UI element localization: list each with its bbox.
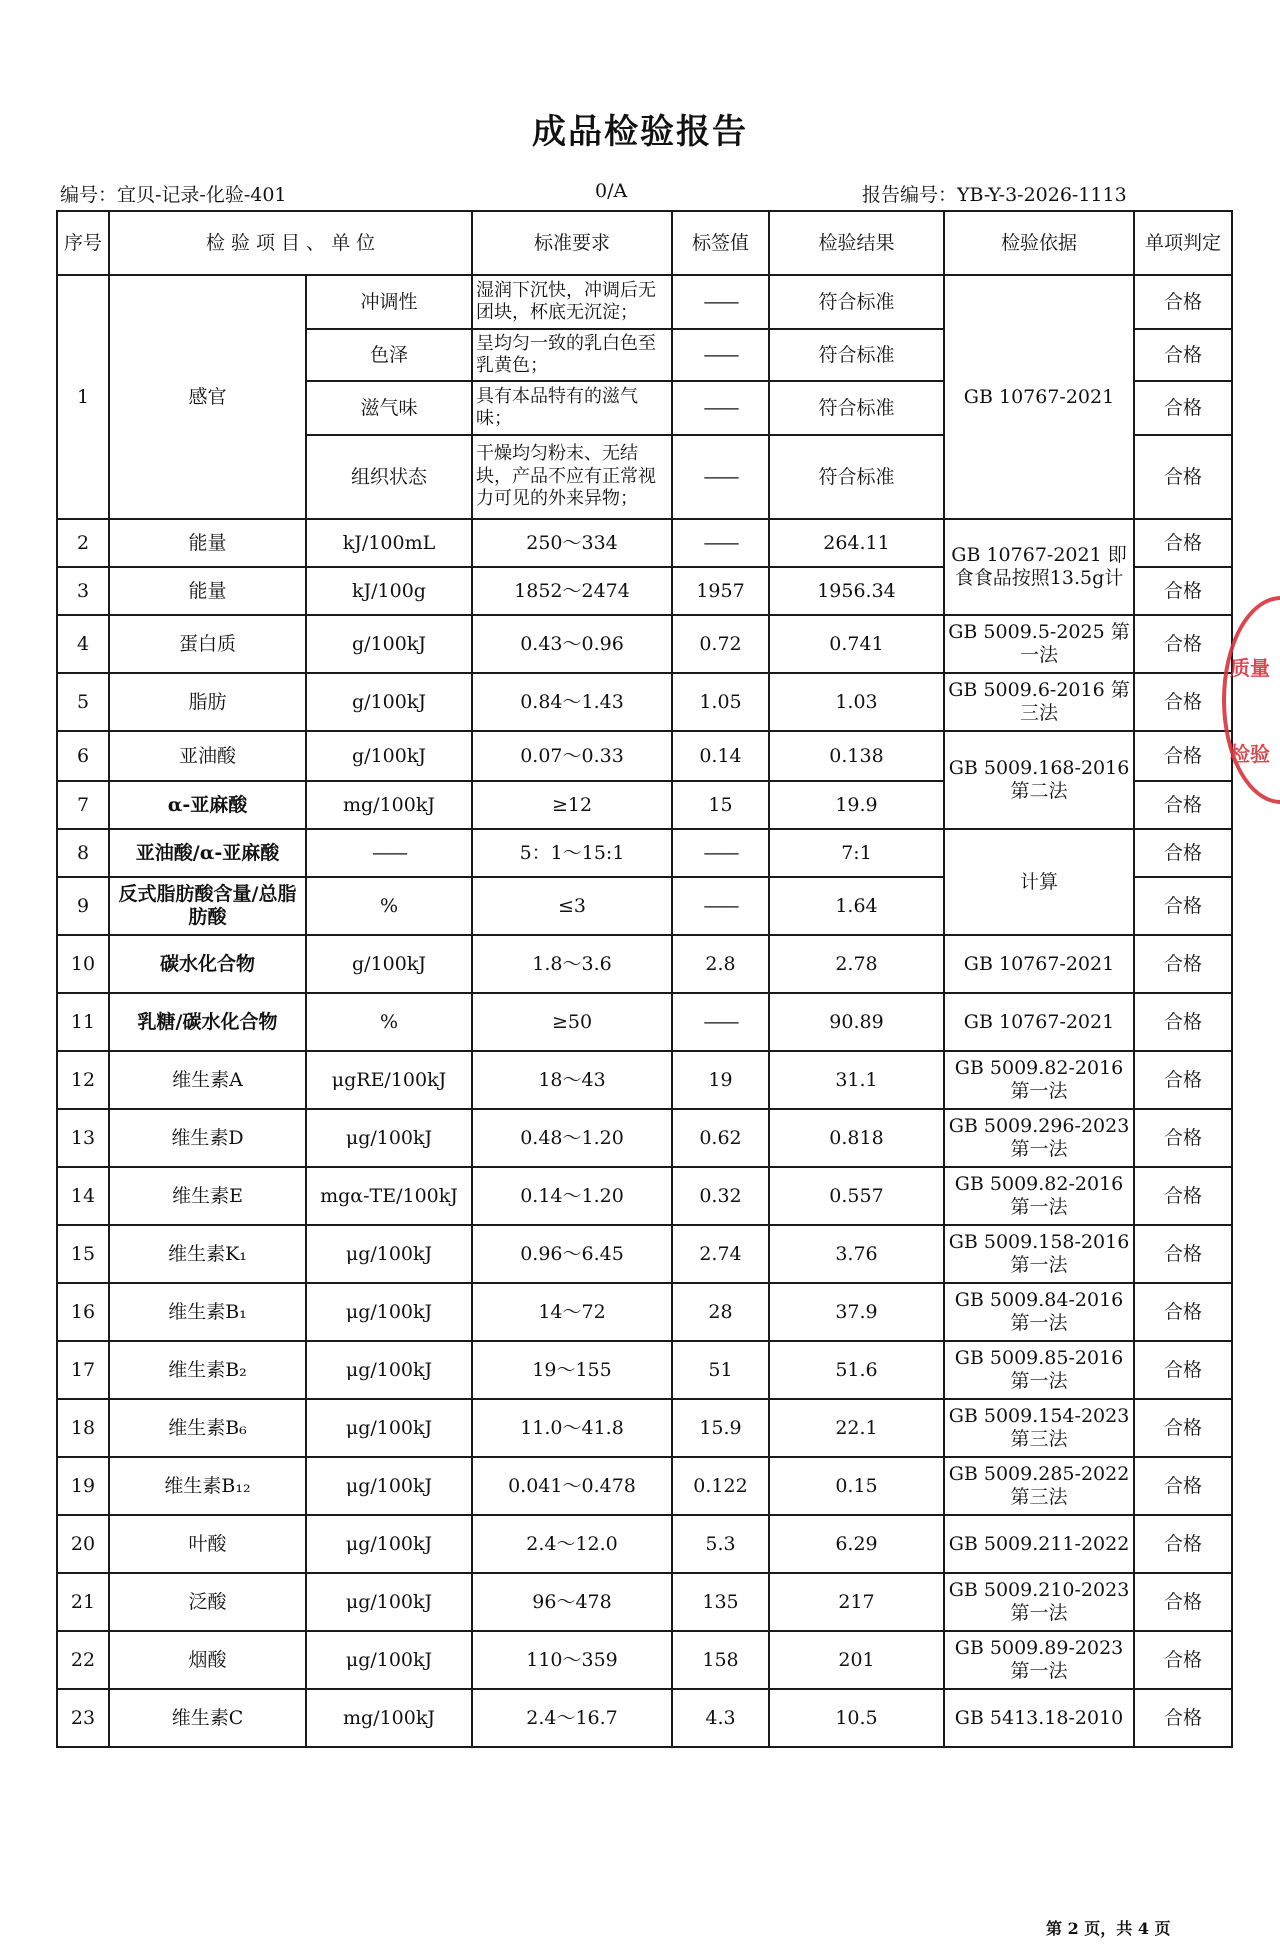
- judgement: 合格: [1134, 1225, 1232, 1283]
- row-number: 21: [57, 1573, 109, 1631]
- item-unit: g/100kJ: [306, 935, 472, 993]
- item-unit: μg/100kJ: [306, 1573, 472, 1631]
- judgement: 合格: [1134, 1631, 1232, 1689]
- page-indicator: 第 2 页，共 4 页: [1046, 1919, 1171, 1938]
- judgement: 合格: [1134, 1051, 1232, 1109]
- test-result: 0.818: [769, 1109, 944, 1167]
- table-row: [57, 1167, 1232, 1225]
- judgement: 合格: [1134, 435, 1232, 519]
- standard-requirement: 湿润下沉快，冲调后无团块，杯底无沉淀；: [472, 275, 672, 329]
- judgement: 合格: [1134, 1457, 1232, 1515]
- label-value: 51: [672, 1341, 769, 1399]
- label-value: ——: [672, 381, 769, 435]
- item-name: 维生素E: [109, 1167, 306, 1225]
- item-unit: %: [306, 877, 472, 935]
- test-basis: GB 5009.5-2025 第一法: [944, 615, 1134, 673]
- item-name: 亚油酸: [109, 731, 306, 781]
- item-name: 脂肪: [109, 673, 306, 731]
- stamp-text-top: 质量: [1230, 656, 1270, 680]
- standard-requirement: 0.14～1.20: [472, 1167, 672, 1225]
- test-basis: GB 10767-2021: [944, 993, 1134, 1051]
- test-basis: GB 5009.6-2016 第三法: [944, 673, 1134, 731]
- table-row: [57, 1051, 1232, 1109]
- standard-requirement: ≤3: [472, 877, 672, 935]
- test-result: 0.138: [769, 731, 944, 781]
- row-number: 17: [57, 1341, 109, 1399]
- test-basis: GB 10767-2021: [944, 935, 1134, 993]
- judgement: 合格: [1134, 829, 1232, 877]
- test-basis: GB 5009.154-2023 第三法: [944, 1399, 1134, 1457]
- table-header-row: [57, 211, 1232, 275]
- label-value: 0.122: [672, 1457, 769, 1515]
- standard-requirement: 具有本品特有的滋气味；: [472, 381, 672, 435]
- item-name: 亚油酸/α-亚麻酸: [109, 829, 306, 877]
- table-row: [57, 993, 1232, 1051]
- table-row: [57, 731, 1232, 781]
- label-value: 1.05: [672, 673, 769, 731]
- test-basis: 计算: [944, 829, 1134, 935]
- test-result: 2.78: [769, 935, 944, 993]
- test-basis: GB 10767-2021 即食食品按照13.5g计: [944, 519, 1134, 615]
- standard-requirement: 0.041～0.478: [472, 1457, 672, 1515]
- item-name: 维生素B₁₂: [109, 1457, 306, 1515]
- standard-requirement: 5：1～15:1: [472, 829, 672, 877]
- test-result: 0.741: [769, 615, 944, 673]
- judgement: 合格: [1134, 567, 1232, 615]
- table-row: [57, 1399, 1232, 1457]
- judgement: 合格: [1134, 329, 1232, 381]
- item-name: 叶酸: [109, 1515, 306, 1573]
- item-name: 维生素B₆: [109, 1399, 306, 1457]
- item-unit: μg/100kJ: [306, 1399, 472, 1457]
- table-row: [57, 935, 1232, 993]
- row-number: 11: [57, 993, 109, 1051]
- table-row: [57, 829, 1232, 877]
- item-name: 维生素B₁: [109, 1283, 306, 1341]
- item-unit: μg/100kJ: [306, 1283, 472, 1341]
- test-result: 符合标准: [769, 329, 944, 381]
- test-result: 1.03: [769, 673, 944, 731]
- judgement: 合格: [1134, 1573, 1232, 1631]
- row-number: 13: [57, 1109, 109, 1167]
- row-number: 20: [57, 1515, 109, 1573]
- label-value: 0.72: [672, 615, 769, 673]
- item-unit: μg/100kJ: [306, 1225, 472, 1283]
- test-basis: GB 5009.211-2022: [944, 1515, 1134, 1573]
- item-name: 烟酸: [109, 1631, 306, 1689]
- judgement: 合格: [1134, 935, 1232, 993]
- standard-requirement: 1.8～3.6: [472, 935, 672, 993]
- test-result: 10.5: [769, 1689, 944, 1747]
- sensory-group-label: 感官: [109, 275, 306, 519]
- label-value: ——: [672, 877, 769, 935]
- test-result: 1956.34: [769, 567, 944, 615]
- item-unit: μg/100kJ: [306, 1109, 472, 1167]
- judgement: 合格: [1134, 275, 1232, 329]
- item-name: 反式脂肪酸含量/总脂肪酸: [109, 877, 306, 935]
- label-value: 19: [672, 1051, 769, 1109]
- standard-requirement: 250～334: [472, 519, 672, 567]
- row-number: 8: [57, 829, 109, 877]
- item-name: 乳糖/碳水化合物: [109, 993, 306, 1051]
- test-basis: GB 5009.89-2023 第一法: [944, 1631, 1134, 1689]
- test-basis: GB 5009.85-2016 第一法: [944, 1341, 1134, 1399]
- item-name: 维生素C: [109, 1689, 306, 1747]
- label-value: ——: [672, 829, 769, 877]
- row-number: 4: [57, 615, 109, 673]
- standard-requirement: 110～359: [472, 1631, 672, 1689]
- row-number: 5: [57, 673, 109, 731]
- sensory-item: 滋气味: [306, 381, 472, 435]
- row-number: 6: [57, 731, 109, 781]
- test-basis: GB 5009.285-2022 第三法: [944, 1457, 1134, 1515]
- label-value: 0.14: [672, 731, 769, 781]
- standard-requirement: 19～155: [472, 1341, 672, 1399]
- table-row: [57, 519, 1232, 567]
- version-label: 0/A: [595, 180, 628, 202]
- table-row: [57, 1573, 1232, 1631]
- item-name: 蛋白质: [109, 615, 306, 673]
- item-unit: ——: [306, 829, 472, 877]
- row-number: 12: [57, 1051, 109, 1109]
- test-basis: GB 10767-2021: [944, 275, 1134, 519]
- standard-requirement: 1852～2474: [472, 567, 672, 615]
- label-value: ——: [672, 275, 769, 329]
- judgement: 合格: [1134, 993, 1232, 1051]
- header-label-value: 标签值: [672, 211, 769, 275]
- judgement: 合格: [1134, 673, 1232, 731]
- label-value: 0.32: [672, 1167, 769, 1225]
- judgement: 合格: [1134, 731, 1232, 781]
- label-value: 28: [672, 1283, 769, 1341]
- item-unit: kJ/100g: [306, 567, 472, 615]
- item-name: 碳水化合物: [109, 935, 306, 993]
- judgement: 合格: [1134, 615, 1232, 673]
- inspection-table: [56, 210, 1233, 1748]
- standard-requirement: 0.07～0.33: [472, 731, 672, 781]
- item-unit: μg/100kJ: [306, 1631, 472, 1689]
- test-basis: GB 5009.168-2016 第二法: [944, 731, 1134, 829]
- standard-requirement: 2.4～16.7: [472, 1689, 672, 1747]
- item-name: 能量: [109, 567, 306, 615]
- test-result: 51.6: [769, 1341, 944, 1399]
- row-number: 3: [57, 567, 109, 615]
- header-basis: 检验依据: [944, 211, 1134, 275]
- test-result: 264.11: [769, 519, 944, 567]
- header-item-unit: 检 验 项 目 、 单 位: [109, 211, 472, 275]
- standard-requirement: 0.84～1.43: [472, 673, 672, 731]
- row-number: 9: [57, 877, 109, 935]
- test-result: 37.9: [769, 1283, 944, 1341]
- item-name: 泛酸: [109, 1573, 306, 1631]
- stamp-text-bottom: 检验: [1230, 742, 1270, 766]
- test-result: 22.1: [769, 1399, 944, 1457]
- label-value: 2.74: [672, 1225, 769, 1283]
- table-row: [57, 1283, 1232, 1341]
- row-number: 23: [57, 1689, 109, 1747]
- standard-requirement: 18～43: [472, 1051, 672, 1109]
- test-result: 符合标准: [769, 275, 944, 329]
- table-row: [57, 1109, 1232, 1167]
- test-basis: GB 5009.84-2016 第一法: [944, 1283, 1134, 1341]
- test-result: 符合标准: [769, 435, 944, 519]
- test-basis: GB 5009.210-2023 第一法: [944, 1573, 1134, 1631]
- sensory-item: 冲调性: [306, 275, 472, 329]
- item-name: α-亚麻酸: [109, 781, 306, 829]
- test-basis: GB 5009.158-2016 第一法: [944, 1225, 1134, 1283]
- label-value: 15: [672, 781, 769, 829]
- label-value: 15.9: [672, 1399, 769, 1457]
- table-row: [57, 673, 1232, 731]
- header-no: 序号: [57, 211, 109, 275]
- header-judgement: 单项判定: [1134, 211, 1232, 275]
- report-title: 成品检验报告: [532, 112, 748, 152]
- item-unit: mg/100kJ: [306, 781, 472, 829]
- table-row: [57, 1341, 1232, 1399]
- table-row: [57, 1457, 1232, 1515]
- row-number: 18: [57, 1399, 109, 1457]
- item-unit: g/100kJ: [306, 615, 472, 673]
- header-standard: 标准要求: [472, 211, 672, 275]
- test-result: 31.1: [769, 1051, 944, 1109]
- judgement: 合格: [1134, 1399, 1232, 1457]
- standard-requirement: 2.4～12.0: [472, 1515, 672, 1573]
- row-number: 1: [57, 275, 109, 519]
- judgement: 合格: [1134, 1109, 1232, 1167]
- item-unit: g/100kJ: [306, 673, 472, 731]
- label-value: 2.8: [672, 935, 769, 993]
- item-unit: mgα-TE/100kJ: [306, 1167, 472, 1225]
- header-result: 检验结果: [769, 211, 944, 275]
- item-name: 维生素B₂: [109, 1341, 306, 1399]
- test-result: 1.64: [769, 877, 944, 935]
- label-value: ——: [672, 993, 769, 1051]
- sensory-item: 色泽: [306, 329, 472, 381]
- judgement: 合格: [1134, 1283, 1232, 1341]
- table-row: [57, 1689, 1232, 1747]
- standard-requirement: 14～72: [472, 1283, 672, 1341]
- standard-requirement: 0.43～0.96: [472, 615, 672, 673]
- item-unit: g/100kJ: [306, 731, 472, 781]
- label-value: 4.3: [672, 1689, 769, 1747]
- sensory-item: 组织状态: [306, 435, 472, 519]
- standard-requirement: 呈均匀一致的乳白色至乳黄色；: [472, 329, 672, 381]
- judgement: 合格: [1134, 1689, 1232, 1747]
- test-basis: GB 5009.82-2016 第一法: [944, 1051, 1134, 1109]
- label-value: 5.3: [672, 1515, 769, 1573]
- item-unit: μg/100kJ: [306, 1457, 472, 1515]
- judgement: 合格: [1134, 519, 1232, 567]
- standard-requirement: 96～478: [472, 1573, 672, 1631]
- row-number: 19: [57, 1457, 109, 1515]
- table-row: [57, 275, 1232, 329]
- item-unit: %: [306, 993, 472, 1051]
- test-result: 0.15: [769, 1457, 944, 1515]
- label-value: ——: [672, 519, 769, 567]
- row-number: 10: [57, 935, 109, 993]
- row-number: 15: [57, 1225, 109, 1283]
- test-result: 7:1: [769, 829, 944, 877]
- table-row: [57, 1225, 1232, 1283]
- label-value: 1957: [672, 567, 769, 615]
- label-value: 0.62: [672, 1109, 769, 1167]
- test-basis: GB 5009.296-2023 第一法: [944, 1109, 1134, 1167]
- table-row: [57, 615, 1232, 673]
- report-number: 报告编号：YB-Y-3-2026-1113: [862, 184, 1127, 206]
- test-result: 217: [769, 1573, 944, 1631]
- row-number: 16: [57, 1283, 109, 1341]
- item-name: 维生素K₁: [109, 1225, 306, 1283]
- label-value: 135: [672, 1573, 769, 1631]
- label-value: ——: [672, 435, 769, 519]
- test-basis: GB 5413.18-2010: [944, 1689, 1134, 1747]
- test-result: 90.89: [769, 993, 944, 1051]
- table-row: [57, 1515, 1232, 1573]
- judgement: 合格: [1134, 381, 1232, 435]
- row-number: 22: [57, 1631, 109, 1689]
- label-value: ——: [672, 329, 769, 381]
- judgement: 合格: [1134, 781, 1232, 829]
- standard-requirement: ≥50: [472, 993, 672, 1051]
- test-result: 201: [769, 1631, 944, 1689]
- item-name: 维生素A: [109, 1051, 306, 1109]
- row-number: 2: [57, 519, 109, 567]
- item-unit: kJ/100mL: [306, 519, 472, 567]
- row-number: 7: [57, 781, 109, 829]
- standard-requirement: 0.96～6.45: [472, 1225, 672, 1283]
- judgement: 合格: [1134, 1515, 1232, 1573]
- item-unit: μgRE/100kJ: [306, 1051, 472, 1109]
- standard-requirement: ≥12: [472, 781, 672, 829]
- item-unit: mg/100kJ: [306, 1689, 472, 1747]
- item-name: 能量: [109, 519, 306, 567]
- standard-requirement: 11.0～41.8: [472, 1399, 672, 1457]
- label-value: 158: [672, 1631, 769, 1689]
- test-result: 0.557: [769, 1167, 944, 1225]
- test-result: 6.29: [769, 1515, 944, 1573]
- row-number: 14: [57, 1167, 109, 1225]
- standard-requirement: 干燥均匀粉末、无结块，产品不应有正常视力可见的外来异物；: [472, 435, 672, 519]
- table-row: [57, 1631, 1232, 1689]
- standard-requirement: 0.48～1.20: [472, 1109, 672, 1167]
- judgement: 合格: [1134, 1341, 1232, 1399]
- judgement: 合格: [1134, 1167, 1232, 1225]
- test-basis: GB 5009.82-2016 第一法: [944, 1167, 1134, 1225]
- item-unit: μg/100kJ: [306, 1515, 472, 1573]
- test-result: 3.76: [769, 1225, 944, 1283]
- item-unit: μg/100kJ: [306, 1341, 472, 1399]
- judgement: 合格: [1134, 877, 1232, 935]
- record-number: 编号：宜贝-记录-化验-401: [60, 184, 287, 206]
- test-result: 符合标准: [769, 381, 944, 435]
- item-name: 维生素D: [109, 1109, 306, 1167]
- test-result: 19.9: [769, 781, 944, 829]
